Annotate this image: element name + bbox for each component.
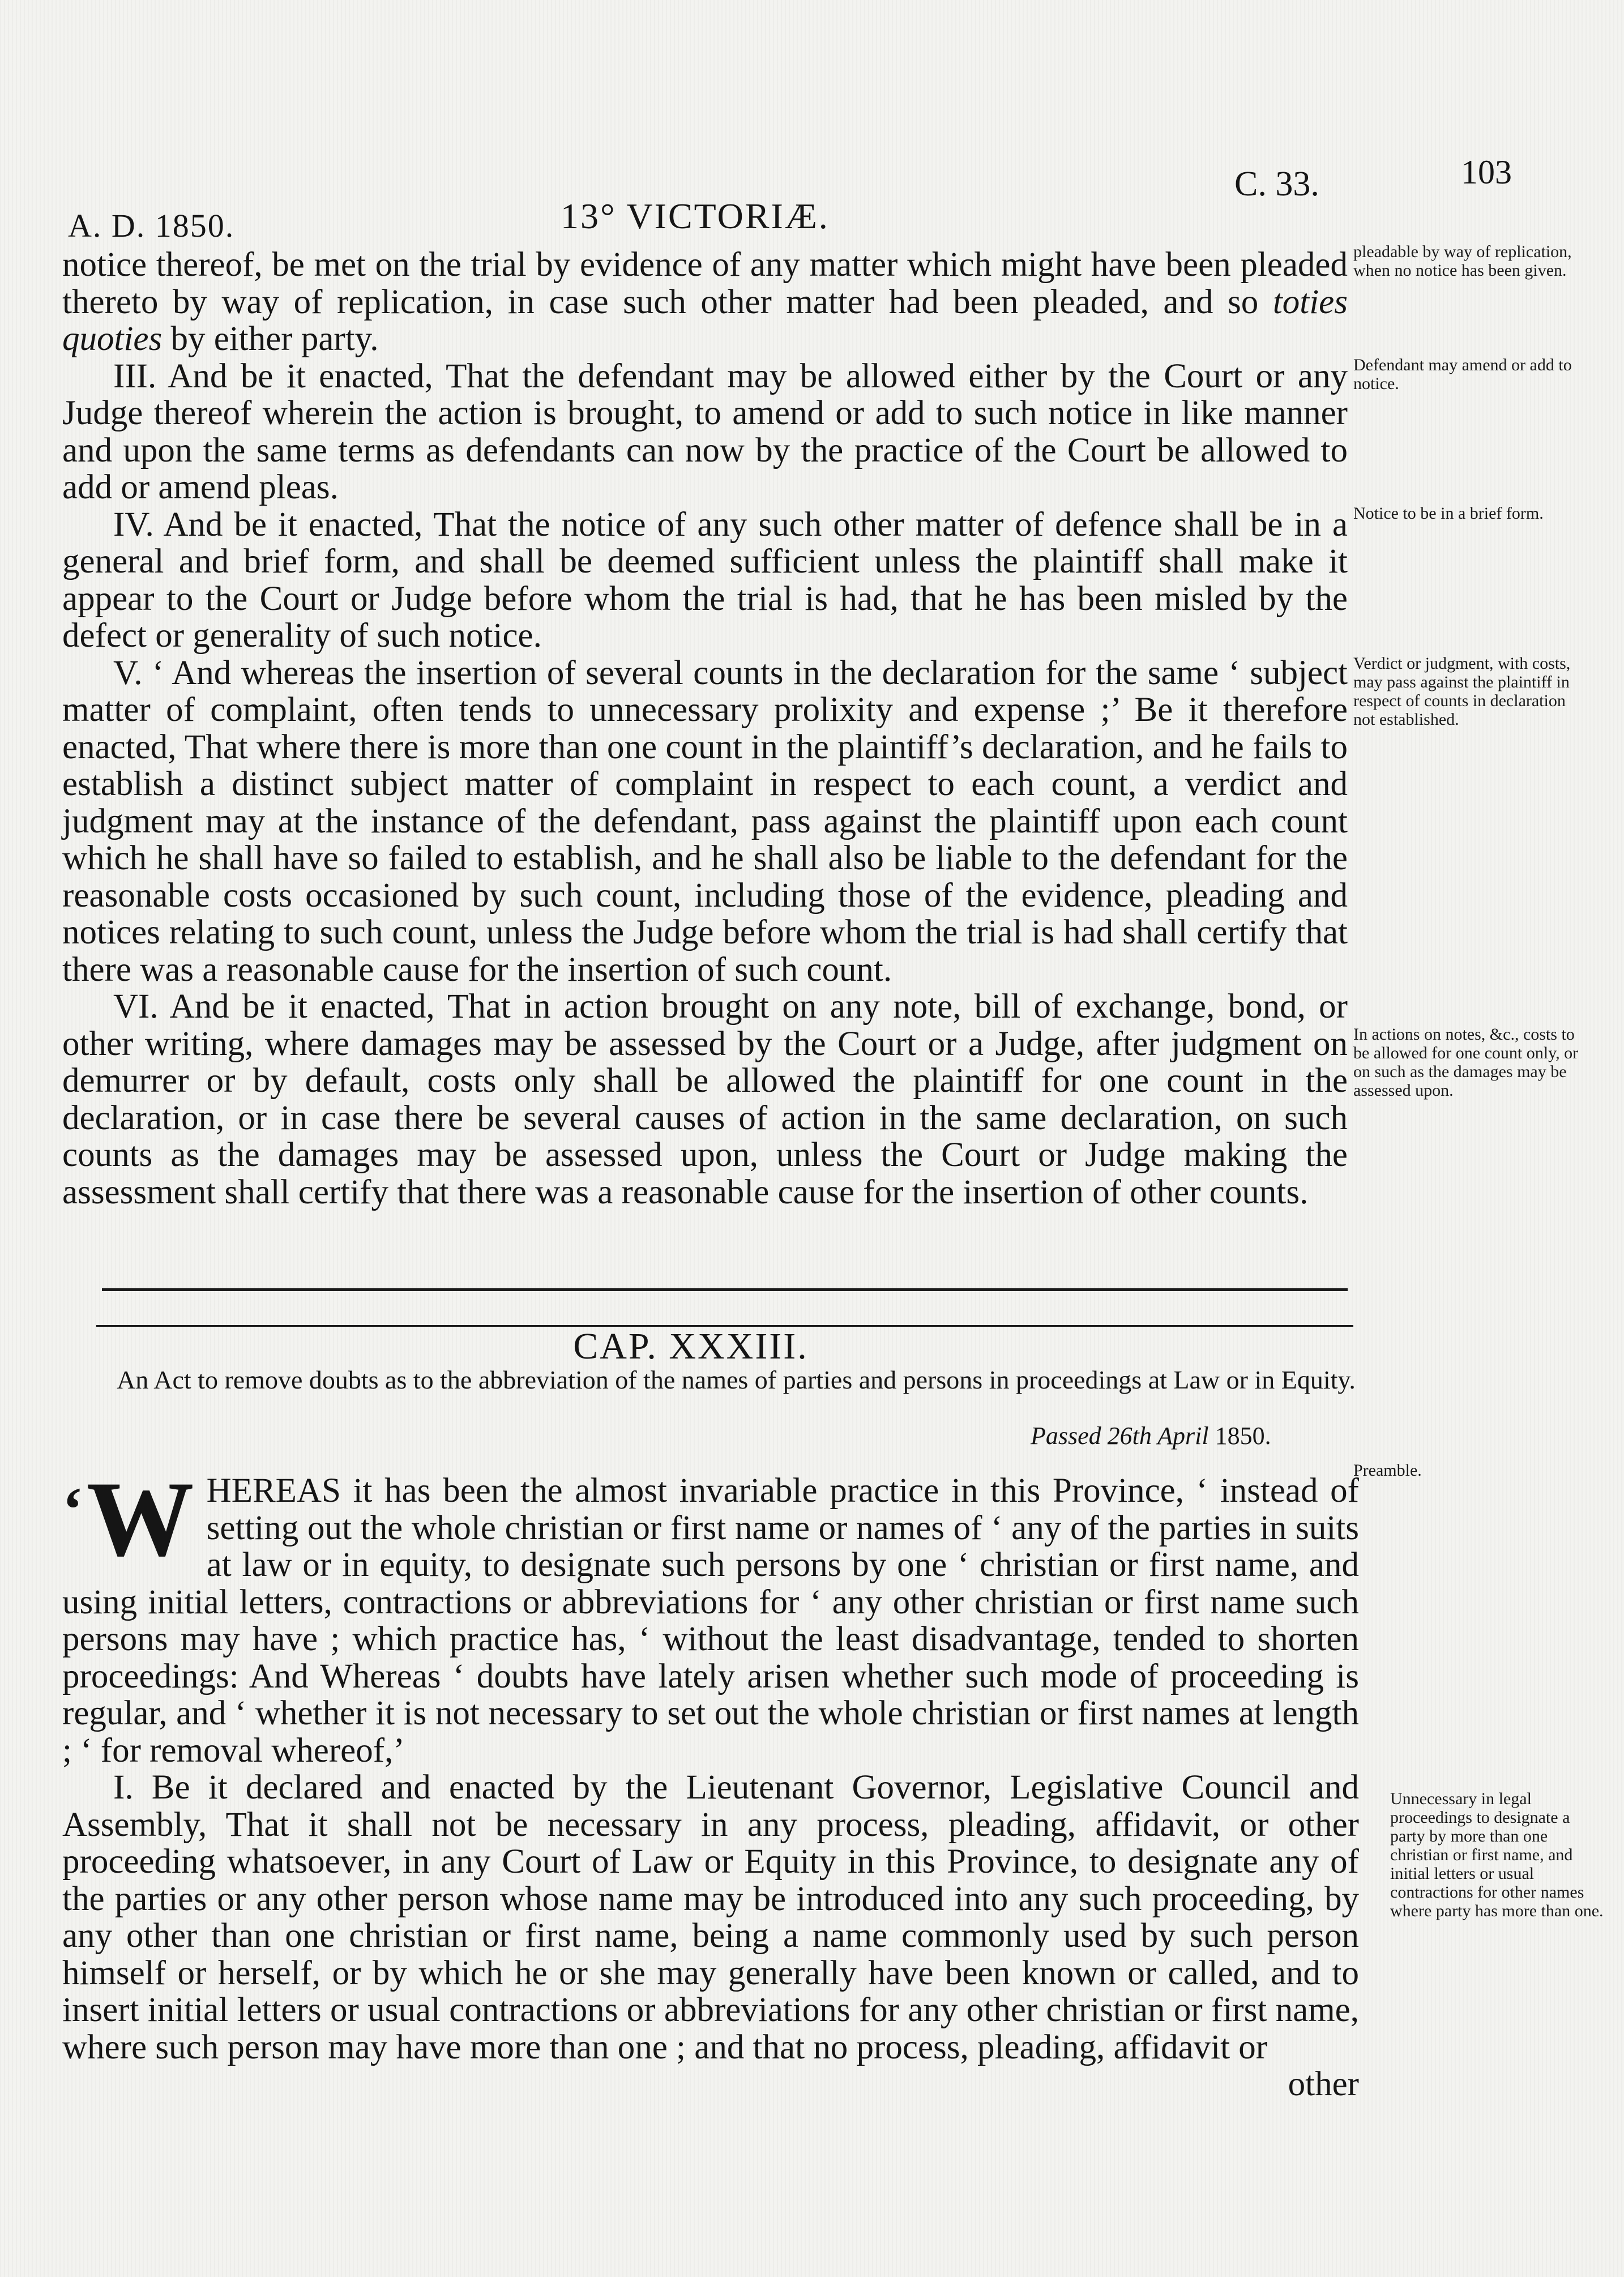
margin-note-preamble: Preamble. [1353,1461,1422,1480]
preamble: ‘ W HEREAS it has been the almost invariable practice in this Province, ‘ instead of setting out the whole christian or first name or names of ‘ any of the parties in suits at law or in equity, to designate such persons by one ‘ christian or first name, and using initial letters, contractions or abbreviations for ‘ any other christian or first name such persons may have ; which practice has, ‘ without the least disadvantage, tended to shorten proceedings: And Whereas ‘ doubts have lately arisen whether such mode of proceeding is regular, and ‘ whether it is not necessary to set out the whole christian or first names at length ; ‘ for removal whereof,’ [62,1460,1359,1770]
paragraph-IV: IV. And be it enacted, That the notice of any such other matter of defence shall be in a general and brief form, and shall be deemed sufficient unless the plaintiff shall make it appear to the Court or Judge before whom the trial is had, that he has been misled by the defect or generality of such notice. [62,505,1348,655]
header-reign: 13° VICTORIÆ. [561,196,830,236]
passed-date: Passed 26th April 1850. [1031,1422,1271,1450]
paragraph-V: V. ‘ And whereas the insertion of several counts in the declaration for the same ‘ subject matter of complaint, often tends to unnecessary prolixity and expense ;’ Be it therefore enacted, That where there is more than one count in the plaintiff’s declaration, and he fails to establish a distinct subject matter of complaint in respect to each count, a verdict and judgment may at the instance of the defendant, pass against the plaintiff upon each count which he shall have so failed to establish, and he shall also be liable to the defendant for the reasonable costs occasioned by such count, including those of the evidence, pleading and notices relating to such count, unless the Judge before whom the trial is had shall certify that there was a reasonable cause for the insertion of such count. [62,653,1348,989]
paragraph-I: I. Be it declared and enacted by the Lieutenant Governor, Legislative Council and Assembly, That it shall not be necessary in any process, pleading, affidavit, or other proceeding whatsoever, in any Court of Law or Equity in this Province, to designate any of the parties or any other person whose name may be introduced into any such proceeding, by any other than one christian or first name, being a name commonly used by such person himself or herself, or by which he or she may generally have been known or called, and to insert initial letters or usual contractions or abbreviations for any other christian or first name, where such person may have more than one ; and that no process, pleading, affidavit or [62,1768,1359,2066]
margin-note-costs: In actions on notes, &c., costs to be allowed for one count only, or on such as the damages may be assessed upon. [1353,1025,1579,1100]
top-section [62,246,1348,1211]
catchword: other [1288,2065,1359,2103]
act-title: An Act to remove doubts as to the abbreviation of the names of parties and persons in proceedings at Law or in Equity. [117,1365,1356,1394]
opening-quote: ‘ [62,1475,83,1544]
page-number: 103 [1461,153,1512,191]
section-rule [102,1288,1348,1291]
cap-title: CAP. XXXIII. [573,1326,809,1367]
paragraph-continuation: notice thereof, be met on the trial by evidence of any matter which might have been pleaded thereto by way of replication, in case such other matter had been pleaded, and so toties quoties by either party. [62,246,1348,358]
margin-note-brief-form: Notice to be in a brief form. [1353,504,1544,523]
page-header [62,153,1535,243]
header-chapter: C. 33. [1234,165,1319,203]
margin-note-amend: Defendant may amend or add to notice. [1353,356,1572,393]
paragraph-VI: VI. And be it enacted, That in action brought on any note, bill of exchange, bond, or other writing, where damages may be assessed by the Court or a Judge, after judgment on demurrer or by default, costs only shall be allowed the plaintiff for one count in the declaration, or in case there be several causes of action in the same declaration, on such counts as the damages may be assessed upon, unless the Court or Judge making the assessment shall certify that there was a reasonable cause for the insertion of other counts. [62,988,1348,1211]
margin-note-replication: pleadable by way of replication, when no notice has been given. [1353,242,1572,280]
margin-note-verdict: Verdict or judgment, with costs, may pass against the plaintiff in respect of counts in declaration not established. [1353,654,1571,729]
italic-phrase: toties quoties [62,283,1348,358]
margin-note-names: Unnecessary in legal proceedings to designate a party by more than one christian or first name, and initial letters or usual contractions for other names where party has more than one. [1390,1789,1604,1920]
act-body [62,1460,1359,2103]
paragraph-III: III. And be it enacted, That the defendant may be allowed either by the Court or any Judge thereof wherein the action is brought, to amend or add to such notice in like manner and upon the same terms as defendants can now by the practice of the Court be allowed to add or amend pleas. [62,357,1348,506]
header-year: A. D. 1850. [68,207,235,244]
drop-cap: W [86,1460,194,1579]
